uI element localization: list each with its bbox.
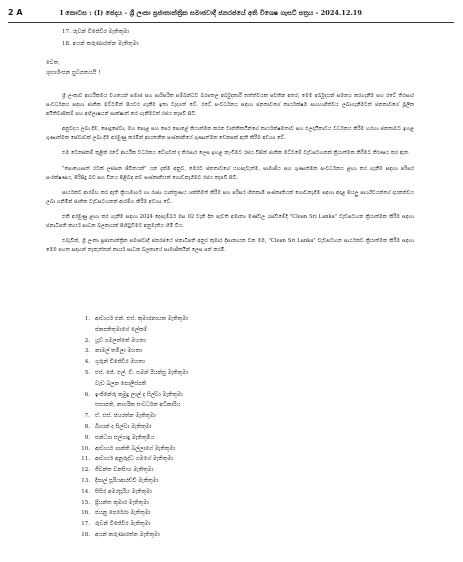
member-name [95,336,146,347]
paragraph: අනුවදය ලබා දීම, පොදුසේවා, මහ පොළ සහ පෙර පොළේ කියාත්මක කරන වෘත්තිකයින්ගේ කාර්යක්ෂමතාව සහ ඵලදායිතාවය වර්ධනය කිරීම හරහා ජනතාවට ඉහළ ගුණාත්මක සේවාවක් ලබා දීම අරමුණු කරමින් ආයතනික සංස්කෘතියේ ගුණාත්මක වෙනසක් ඇති කිරීම අවශ්‍ය වේ. [46,126,414,142]
salutation [46,58,100,78]
member-number: 9. [84,434,90,441]
member-number: 17. [81,521,90,528]
list-item: 17. රුවන් විජේවීර මැතිතුමා [62,29,130,35]
member-number: 16. [81,510,90,517]
member-name-line: ජීවන්ත වනසිංහ මැතිතුමා [95,467,154,474]
member-number: 18. [81,531,90,538]
member-name-line: ආචාර්ය අනුරුද්ධ ගමගේ මැතිතුමා [95,456,174,463]
member-name-line: ඒ. එස්. ජයරත්න මැතිතුමා [95,413,156,420]
member-row [78,422,278,433]
member-number: 13. [81,477,90,484]
member-name [95,508,151,519]
member-number: 12. [81,467,90,474]
page-header [8,6,455,20]
member-row [78,336,278,347]
member-name [95,368,188,390]
member-number: 7. [84,413,90,420]
member-name-line: නාමල් තමිලා මහතා [95,348,142,355]
member-number: 2. [84,337,90,344]
member-title-line: වැඩ බලන පොලිස්පති [95,380,147,387]
member-row [78,498,278,509]
member-row [78,433,278,444]
member-name-line: එස්. ජේ. එල්. ඩී. සමන් රියන්සු මැතිතුමා [95,369,188,376]
member-name-line: රුවන් විජේවීර මැතිතුමා [95,521,151,528]
member-name [95,498,149,509]
salutation-greeting: ශුභාශිංසන සුවපතයයි ! [46,70,101,76]
member-name-line: ප්‍රියන්ත කුමාර මැතිතුමා [95,499,149,506]
member-name [95,444,175,455]
member-row [78,508,278,519]
member-name [95,411,156,422]
member-number: 6. [84,391,90,398]
task-force-member-list [78,314,278,541]
header-divider [8,22,454,23]
member-row [78,357,278,368]
list-item: 18. අයන් කරුණාරත්න මැතිතුමා [62,40,139,47]
paragraph: සාර්ථකව ආරම්භ කර ඇති ක්‍රියාමාර්ග හා රාජ්‍ය යාන්ත්‍රණය ශක්තිමත් කිරීම සහ පරිසර හිතකාමී සංස්කෘතියක් ගොඩනැගීම සඳහා අදාළ සියලු පාර්ශ්වයන්ගේ දායකත්වය ලබා ගනිමින් ජාතික වැඩසටහනක් ආරම්භ කිරීම අවශ්‍ය වේ. [46,189,414,205]
member-name-line: ආචාර්ය ශාන්ති බල්ලාගේ මැතිතුමා [95,445,176,452]
member-name [95,433,154,444]
member-name-line: දීපාල් සූරියආරච්චි මැතිතුමා [95,477,159,484]
member-name-line: ආචාර්ය එන්. එස්. කුමාරනායක මැතිතුමා [95,316,188,322]
paragraph: එබැවින්, ශ්‍රී ලංකා ප්‍රජාතාන්ත්‍රික සමාජවාදී ජනරජයේ ජනාධිපති අනුර කුමාර දිසානායක වන මම, "Clean Sri Lanka" වැඩසටහන සාර්ථකව ක්‍රියාත්මක කිරීම සඳහා මෙම පහත සඳහන් තැනැත්තන් කාර්ය සාධක බලකායේ සාමාජිකයින් ලෙස පත් කරමි. [46,238,414,254]
member-name [95,465,153,476]
paragraph: එකී අරමුණු ළඟා කර ගැනීම සඳහා 2024 දෙසැම්බර් මස 02 වැනි දින පැවති අමාත්‍ය මණ්ඩල රැස්වීමේදී "Clean Sri Lanka" වැඩසටහන ක්‍රියාත්මක කිරීම සඳහා ජනාධිපති කාර්ය සාධක බලකායක් පිහිටුවීමට අනුමැතිය හිමි විය. [46,213,414,230]
member-name [95,390,183,412]
member-name [95,487,152,498]
member-number: 5. [84,369,90,376]
member-row [78,476,278,487]
member-name [95,357,145,368]
member-name [95,454,173,465]
gazette-title: I කොටස : (I) ජෙදය - ශ්‍රී ලංකා ප්‍රජාතාන්ත්‍රික සමාජවාදී ජනරජයේ අති විශෙෂ ගැසට් පත්‍රය - 2024.12.19 [60,9,362,17]
member-row [78,411,278,422]
member-number: 3. [84,348,90,355]
member-name-line: බිහාන් ද සිල්වා මැතිතුමා [95,423,152,430]
member-name [95,422,151,433]
member-name-line: අයන් කරුණාරත්න මැතිතුමා [95,531,160,538]
salutation-to: වෙත, [46,60,61,66]
paragraph: එම වෙනස්කම් තුළින් රටේ ආර්ථික වර්ධනය වේගවත් ද තිරසාර ලෙස ඉහළ නැංවීමට රජය විසින් ජාතික මට්ටමේ වැඩසටහනක් ක්‍රියාත්මක කිරීමට තීරණය කර ඇත. [62,150,410,157]
body-text [46,92,414,261]
member-number: 15. [81,499,90,506]
member-row [78,314,278,336]
member-name [95,476,158,487]
member-number: 14. [81,488,90,495]
member-name-line: ගුරුන් විජේවීර මහතා [95,359,145,366]
paragraph: ශ්‍රී ලංකාව ආර්ථිකමය වශයෙන් සමාජ සහ පාරිසරික සම්බන්ධව බරපතල අර්බුදකාරී තත්ත්වයක පවතින අතර, මෙම අර්බුදයන් සමනය කරගැනීම සහ රටේ තිරසාර සංවර්ධනය සඳහා ජාතික මට්ටමින් පියවර ගැනීම ඉතා වැදගත් වේ. රටේ සංවර්ධනය සඳහා ජනතාවගේ කාර්යක්ෂම සහභාගිත්වය ලබාගැනීමටත් ජනතාවගේ මූලික අයිතිවාසිකම් සහ අභිලාෂයන් සාක්ෂාත් කර ගැනීමටත් රජය කැපවී සිටී. [46,93,414,118]
member-row [78,487,278,498]
member-number: 1. [84,316,90,322]
paragraph: "පොහොසත් රටක් ලස්සන ජීවිතයක්" යන දැක්ම අනුව, මෙරට ජනතාවගේ යහපැවැත්ම, සාමාජීය සහ ගුණාත්මක සංවර්ධනය ළඟා කර ගැනීම සඳහා පරිසර සංරක්ෂණය, පිරිසිදු බව සහ විනය පිළිබඳ නව සංස්කෘතියක් ගොඩනැගීමට රජය කැපවී සිටී. [46,165,414,181]
member-title-line: ජනපතිතුමාගේ ලේකම් [95,326,148,333]
member-row [78,454,278,465]
member-number: 11. [81,456,90,463]
member-row [78,465,278,476]
member-number: 4. [84,359,90,366]
member-number: 10. [81,445,90,452]
member-name [95,346,142,357]
member-name [95,314,188,336]
member-row [78,368,278,390]
member-name [95,530,160,541]
member-row [78,530,278,541]
member-row [78,519,278,530]
member-name [95,519,150,530]
member-row [78,444,278,455]
continued-member-list [62,27,139,50]
member-row [78,346,278,357]
member-name-line: යූට් ගමලත්තේ මහතා [95,337,146,344]
member-name-line: ජයනු පෙරේරා මැතිතුමා [95,510,151,517]
member-name-line: සිසිර අමරසූරිය මැතිතුමා [95,488,152,495]
member-number: 8. [84,423,90,430]
member-row [78,390,278,412]
page-number: 2 A [8,8,23,17]
member-name-line: ඉංජිනේරු කුමුදු ලාල් ද සිල්වා මැතිතුමා [95,391,183,398]
member-title-line: සභාපති, නාගරික සංවර්ධන අධිකාරිය [95,402,181,409]
member-name-line: සන්ධ්‍යා සල්ගාදු මැතිතුමිය [95,434,155,441]
